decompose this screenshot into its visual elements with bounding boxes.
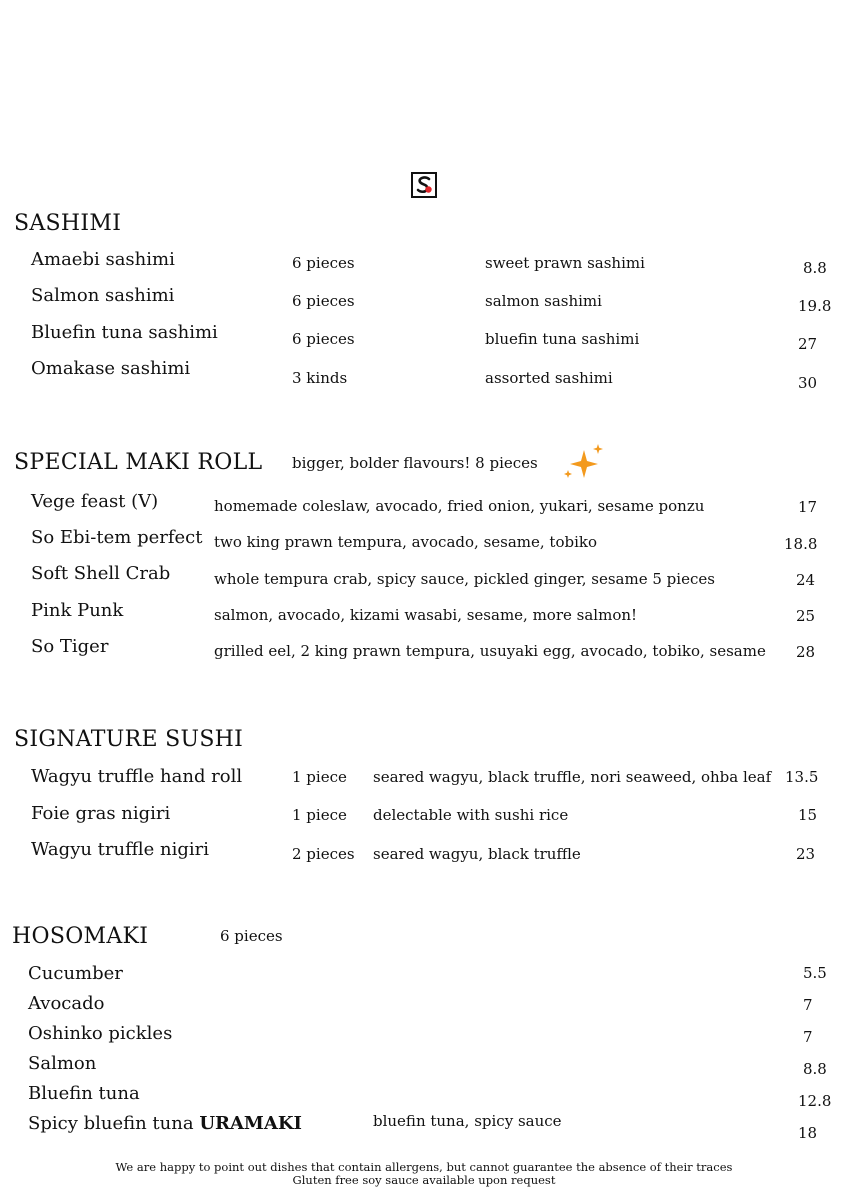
- menu-item-desc: delectable with sushi rice: [373, 806, 569, 824]
- gluten-free-notice: Gluten free soy sauce available upon request: [292, 1173, 556, 1187]
- menu-item-name: Avocado: [28, 993, 105, 1014]
- menu-item-desc: seared wagyu, black truffle: [373, 845, 581, 863]
- section-title-special-maki: SPECIAL MAKI ROLL: [14, 450, 263, 475]
- menu-item-name: Wagyu truffle hand roll: [31, 766, 243, 787]
- section-title-hosomaki: HOSOMAKI: [12, 924, 149, 949]
- menu-item-price: 12.8: [798, 1092, 832, 1110]
- menu-item-desc: homemade coleslaw, avocado, fried onion, yukari, sesame ponzu: [214, 497, 705, 515]
- menu-item-desc: salmon sashimi: [485, 292, 602, 310]
- menu-item-desc: two king prawn tempura, avocado, sesame, tobiko: [214, 533, 597, 551]
- menu-item-price: 18.8: [784, 535, 818, 553]
- menu-item-desc: bluefin tuna, spicy sauce: [373, 1112, 562, 1130]
- uramaki-label: URAMAKI: [199, 1113, 302, 1134]
- allergen-notice: We are happy to point out dishes that contain allergens, but cannot guarantee the absence of their traces: [115, 1160, 733, 1174]
- section-title-sashimi: SASHIMI: [14, 211, 122, 236]
- menu-item-price: 19.8: [798, 297, 832, 315]
- menu-item-name: Amaebi sashimi: [31, 249, 175, 270]
- menu-item-name: Soft Shell Crab: [31, 563, 171, 584]
- menu-item-name: Vege feast (V): [31, 491, 159, 512]
- menu-item-price: 23: [796, 845, 816, 863]
- menu-item-price: 13.5: [785, 768, 819, 786]
- menu-item-qty: 1 piece: [292, 806, 347, 824]
- menu-item-desc: grilled eel, 2 king prawn tempura, usuyaki egg, avocado, tobiko, sesame: [214, 642, 766, 660]
- menu-item-price: 28: [796, 643, 816, 661]
- section-subtitle-hosomaki: 6 pieces: [220, 927, 283, 945]
- menu-item-qty: 3 kinds: [292, 369, 348, 387]
- menu-item-qty: 2 pieces: [292, 845, 355, 863]
- menu-item-qty: 1 piece: [292, 768, 347, 786]
- menu-item-price: 30: [798, 374, 818, 392]
- menu-item-price: 24: [796, 571, 816, 589]
- sparkle-icon: [560, 444, 606, 482]
- menu-item-qty: 6 pieces: [292, 254, 355, 272]
- section-title-signature-sushi: SIGNATURE SUSHI: [14, 727, 244, 752]
- menu-item-desc: assorted sashimi: [485, 369, 613, 387]
- menu-item-name: Foie gras nigiri: [31, 803, 171, 824]
- menu-item-price: 7: [803, 1028, 813, 1046]
- menu-item-price: 5.5: [803, 964, 827, 982]
- menu-item-price: 8.8: [803, 259, 827, 277]
- menu-item-name: Oshinko pickles: [28, 1023, 173, 1044]
- menu-item-qty: 6 pieces: [292, 292, 355, 310]
- menu-item-price: 27: [798, 335, 818, 353]
- menu-item-price: 17: [798, 498, 818, 516]
- menu-item-desc: seared wagyu, black truffle, nori seaweed, ohba leaf: [373, 768, 772, 786]
- logo-icon: [411, 172, 437, 198]
- menu-item-name: Omakase sashimi: [31, 358, 191, 379]
- menu-item-name: So Tiger: [31, 636, 109, 657]
- menu-item-desc: whole tempura crab, spicy sauce, pickled ginger, sesame 5 pieces: [214, 570, 715, 588]
- menu-item-desc: sweet prawn sashimi: [485, 254, 645, 272]
- menu-item-desc: salmon, avocado, kizami wasabi, sesame, more salmon!: [214, 606, 638, 624]
- menu-item-name: Bluefin tuna: [28, 1083, 140, 1104]
- section-subtitle-special-maki: bigger, bolder flavours! 8 pieces: [292, 454, 538, 472]
- menu-item-price: 25: [796, 607, 816, 625]
- menu-item-name: Pink Punk: [31, 600, 124, 621]
- menu-item-price: 7: [803, 996, 813, 1014]
- menu-item-name: [28, 1113, 302, 1134]
- menu-item-price: 15: [798, 806, 818, 824]
- menu-item-name: Bluefin tuna sashimi: [31, 322, 218, 343]
- menu-item-name: Cucumber: [28, 963, 123, 984]
- menu-item-price: 8.8: [803, 1060, 827, 1078]
- menu-item-qty: 6 pieces: [292, 330, 355, 348]
- menu-item-desc: bluefin tuna sashimi: [485, 330, 640, 348]
- menu-item-price: 18: [798, 1124, 818, 1142]
- menu-item-name: Salmon: [28, 1053, 97, 1074]
- menu-item-name: So Ebi-tem perfect: [31, 527, 203, 548]
- menu-item-name: Salmon sashimi: [31, 285, 175, 306]
- menu-item-name-text: Spicy bluefin tuna: [28, 1113, 200, 1134]
- menu-item-name: Wagyu truffle nigiri: [31, 839, 210, 860]
